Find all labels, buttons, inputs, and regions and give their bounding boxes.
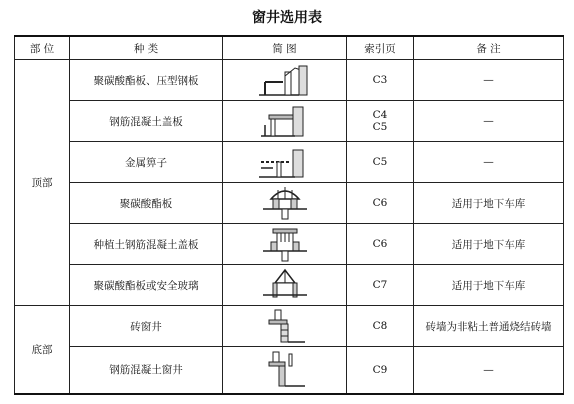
diagram-cell bbox=[223, 306, 347, 347]
index-value: C3 bbox=[372, 74, 388, 86]
index-cell bbox=[347, 101, 414, 142]
index-value: C8 bbox=[372, 320, 388, 332]
table-row bbox=[15, 347, 564, 394]
table-row bbox=[15, 183, 564, 224]
note-cell: 适用于地下车库 bbox=[414, 183, 564, 224]
index-cell bbox=[347, 265, 414, 306]
note-cell: — bbox=[414, 60, 564, 101]
window-well-selection-table bbox=[14, 35, 564, 395]
metal-grate-section-icon bbox=[255, 144, 315, 180]
header-type: 种 类 bbox=[70, 36, 223, 60]
type-cell: 聚碳酸酯板或安全玻璃 bbox=[70, 265, 223, 306]
index-cell bbox=[347, 60, 414, 101]
type-cell: 聚碳酸酯板、压型钢板 bbox=[70, 60, 223, 101]
index-value: C5 bbox=[372, 121, 388, 133]
table-row bbox=[15, 142, 564, 183]
table-row bbox=[15, 265, 564, 306]
type-cell: 钢筋混凝土窗井 bbox=[70, 347, 223, 394]
group-bottom: 底部 bbox=[15, 306, 70, 394]
table-title: 窗井选用表 bbox=[252, 10, 322, 26]
planted-cover-section-icon bbox=[255, 226, 315, 262]
glass-pyramid-section-icon bbox=[255, 267, 315, 303]
type-cell: 金属箅子 bbox=[70, 142, 223, 183]
header-note: 备 注 bbox=[414, 36, 564, 60]
index-cell bbox=[347, 224, 414, 265]
note-cell: 砖墙为非粘土普通烧结砖墙 bbox=[414, 306, 564, 347]
index-value: C6 bbox=[372, 197, 388, 209]
note-cell: — bbox=[414, 347, 564, 394]
type-cell: 聚碳酸酯板 bbox=[70, 183, 223, 224]
concrete-well-section-icon bbox=[255, 350, 315, 390]
index-value: C4 bbox=[372, 109, 388, 121]
diagram-cell bbox=[223, 265, 347, 306]
index-value: C6 bbox=[372, 238, 388, 250]
index-cell bbox=[347, 142, 414, 183]
type-cell: 种植土钢筋混凝土盖板 bbox=[70, 224, 223, 265]
diagram-cell bbox=[223, 183, 347, 224]
header-diagram: 简 图 bbox=[223, 36, 347, 60]
diagram-cell bbox=[223, 60, 347, 101]
header-row bbox=[15, 36, 564, 60]
type-cell: 砖窗井 bbox=[70, 306, 223, 347]
note-cell: 适用于地下车库 bbox=[414, 224, 564, 265]
brick-well-section-icon bbox=[255, 308, 315, 344]
table-row bbox=[15, 306, 564, 347]
diagram-cell bbox=[223, 347, 347, 394]
index-value: C5 bbox=[372, 156, 388, 168]
table-row bbox=[15, 101, 564, 142]
pvc-roof-section-icon bbox=[255, 62, 315, 98]
table-row bbox=[15, 60, 564, 101]
table-row bbox=[15, 224, 564, 265]
note-cell: 适用于地下车库 bbox=[414, 265, 564, 306]
note-cell: — bbox=[414, 101, 564, 142]
type-cell: 钢筋混凝土盖板 bbox=[70, 101, 223, 142]
concrete-cover-section-icon bbox=[255, 103, 315, 139]
index-cell bbox=[347, 183, 414, 224]
dome-skylight-section-icon bbox=[255, 185, 315, 221]
note-cell: — bbox=[414, 142, 564, 183]
index-cell bbox=[347, 306, 414, 347]
index-value: C7 bbox=[372, 279, 388, 291]
diagram-cell bbox=[223, 224, 347, 265]
group-top: 顶部 bbox=[15, 60, 70, 306]
index-cell bbox=[347, 347, 414, 394]
diagram-cell bbox=[223, 101, 347, 142]
diagram-cell bbox=[223, 142, 347, 183]
index-value: C9 bbox=[372, 363, 388, 376]
header-index: 索引页 bbox=[347, 36, 414, 60]
header-part: 部 位 bbox=[15, 36, 70, 60]
